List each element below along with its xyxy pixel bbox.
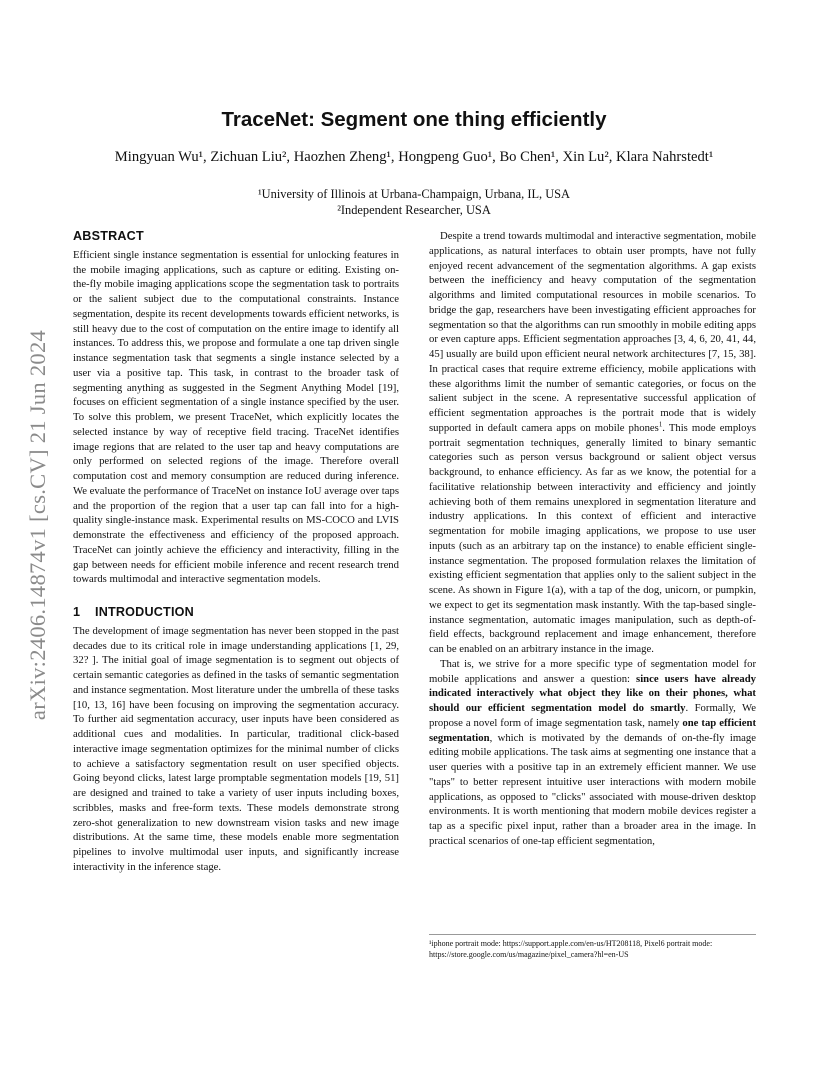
introduction-heading: [73, 605, 399, 620]
abstract-body: Efficient single instance segmentation is essential for unlocking features in the mobile imaging applications, such as capture or editing. Existing on-the-fly mobile imaging applications scope the segmentation task to portraits or the salient subject due to the computational constraints. Instance segmentation, despite its recent developments towards efficient networks, is still heavy due to the cost of computation on the entire image to identify all instances. To address this, we propose and formulate a one tap driven single instance segmentation task that segments a single instance selected by a user via a positive tap. This task, in contrast to the broader task of segmenting anything as suggested in the Segment Anything Model [19], focuses on efficient segmentation of a single instance specified by the user. To solve this problem, we present TraceNet, which explicitly locates the selected instance by way of receptive field tracing. TraceNet identifies image regions that are related to the user tap and heavy computations are only performed on selected regions of the image. Therefore overall computation cost and memory consumption are reduced during inference. We evaluate the performance of TraceNet on instance IoU average over taps and the proportion of the region that a user tap can fall into for a high-quality single-instance mask. Experimental results on MS-COCO and LVIS demonstrate the effectiveness and efficiency of the proposed approach. TraceNet can jointly achieve the efficiency and interactivity, filling in the gap between needs for efficient mobile inference and recent research trend towards multimodal and interactive segmentation models.: [73, 248, 399, 586]
intro-paragraph-2-text: Despite a trend towards multimodal and interactive segmentation, mobile applications, as natural interfaces to obtain user prompts, have not fully enjoyed recent advancement of the segmentation algorithms. A gap exists between the inefficiency and heavy computation of the segmentation algorithms and limited computational resources in mobile scenarios. To bridge the gap, researchers have been investigating efficient approaches for segmentation so that the algorithms can run smoothly in mobile editing apps or even capture apps. Efficient segmentation approaches [3, 4, 6, 20, 41, 44, 45] usually are build upon efficient neural network architectures [7, 15, 38]. In practical cases that require extreme efficiency, mobile applications with these algorithms limit the number of semantic categories, or focus on the salient subject in the scene. A representative successful application of efficient segmentation approaches is the portrait mode that is widely supported in default camera apps on mobile phones: [429, 230, 756, 434]
affiliation-2: ²Independent Researcher, USA: [337, 203, 491, 217]
intro-paragraph-3-text-a: That is, we strive for a more specific type of segmentation model for mobile applications and answer a question:: [429, 657, 756, 685]
abstract-heading: ABSTRACT: [73, 229, 144, 243]
arxiv-identifier: [16, 285, 60, 765]
author-list: Mingyuan Wu¹, Zichuan Liu², Haozhen Zheng¹, Hongpeng Guo¹, Bo Chen¹, Xin Lu², Klara Nahrstedt¹: [114, 149, 714, 165]
section-title: INTRODUCTION: [95, 605, 194, 619]
footnote: ¹iphone portrait mode: https://support.apple.com/en-us/HT208118, Pixel6 portrait mode: https://store.google.com/us/magazine/pixel_camera?hl=en-US: [429, 934, 756, 960]
left-column: [73, 229, 399, 875]
intro-paragraph-3-bold-question: since users have already indicated interactively what object they like on their phones, what should our efficient segmentation model do smartly: [429, 672, 756, 714]
paper-title: TraceNet: Segment one thing efficiently: [221, 108, 607, 131]
intro-paragraph-2-text-cont: . This mode employs portrait segmentation techniques, generally limited to binary semantic categories such as person versus background or salient object versus background, to enhance efficiency. As far as we know, the potential for a facilitative relationship between interactivity and efficiency and jointly achieving both of them remains unexplored in segmentation literature and industry applications. In this context of efficient and interactive segmentation for mobile imaging applications, we propose to use user inputs (such as an arbitrary tap on the instance) to enable efficient single-instance segmentation. The proposed formulation relaxes the limitation of existing efficient segmentation that applies only to the salient subject in the scene. As shown in Figure 1(a), with a tap of the dog, unicorn, or pumpkin, we expect to get its segmentation mask instantly. With the tap-based single-instance segmentation, automatic images manipulation, such as depth-of-field effects, background replacement and image enhancement, therefore can be enabled on an arbitrary instance in the image.: [429, 421, 756, 655]
intro-paragraph-3-text-c: , which is motivated by the demands of on-the-fly image editing mobile applications. The task aims at segmenting one instance that a user queries with a positive tap in an extremely efficient manner. We use "taps" to better represent intuitive user interactions with modern mobile applications, as opposed to "clicks" associated with mouse-driven desktop environments. It is worth mentioning that modern mobile devices register a tap as a specific pixel input, rather than a broader area in the image. In practical scenarios of one-tap efficient segmentation,: [429, 731, 756, 847]
intro-paragraph-3-text-b: . Formally, We propose a novel form of image segmentation task, namely: [429, 702, 757, 729]
section-number: 1: [73, 605, 81, 619]
intro-paragraph-2: [429, 229, 756, 657]
intro-paragraph-1: The development of image segmentation has never been stopped in the past decades due to its critical role in image understanding applications [1, 29, 32? ]. The initial goal of image segmentation is to segment out objects of certain semantic categories as defined in the tasks of semantic segmentation and instance segmentation. Most literature under the umbrella of these tasks [10, 13, 16] have been focusing on improving the segmentation accuracy. To further aid segmentation accuracy, user inputs have been considered as additional cues and modalities. In particular, traditional click-based interactive image segmentation optimizes for the minimal number of clicks to achieve a satisfactory segmentation result on user specified objects. Going beyond clicks, latest large promptable segmentation models [19, 51] are designed and trained to take a variety of user inputs including boxes, scribbles, masks and free-form texts. These models demonstrate strong zero-shot generalization to new downstream vision tasks and new image distributions. At the same time, these models enable more segmentation pipelines to involve multimodal user inputs, and significantly increase interactivity in the inference stage.: [73, 624, 399, 873]
intro-paragraph-3: [429, 657, 756, 849]
arxiv-identifier-text: arXiv:2406.14874v1 [cs.CV] 21 Jun 2024: [25, 329, 50, 721]
intro-paragraph-3-bold-task: one tap efficient segmentation: [429, 716, 757, 744]
right-column: [429, 229, 756, 849]
footnote-marker: 1: [658, 420, 663, 429]
affiliation-1: ¹University of Illinois at Urbana-Champaign, Urbana, IL, USA: [257, 187, 571, 201]
